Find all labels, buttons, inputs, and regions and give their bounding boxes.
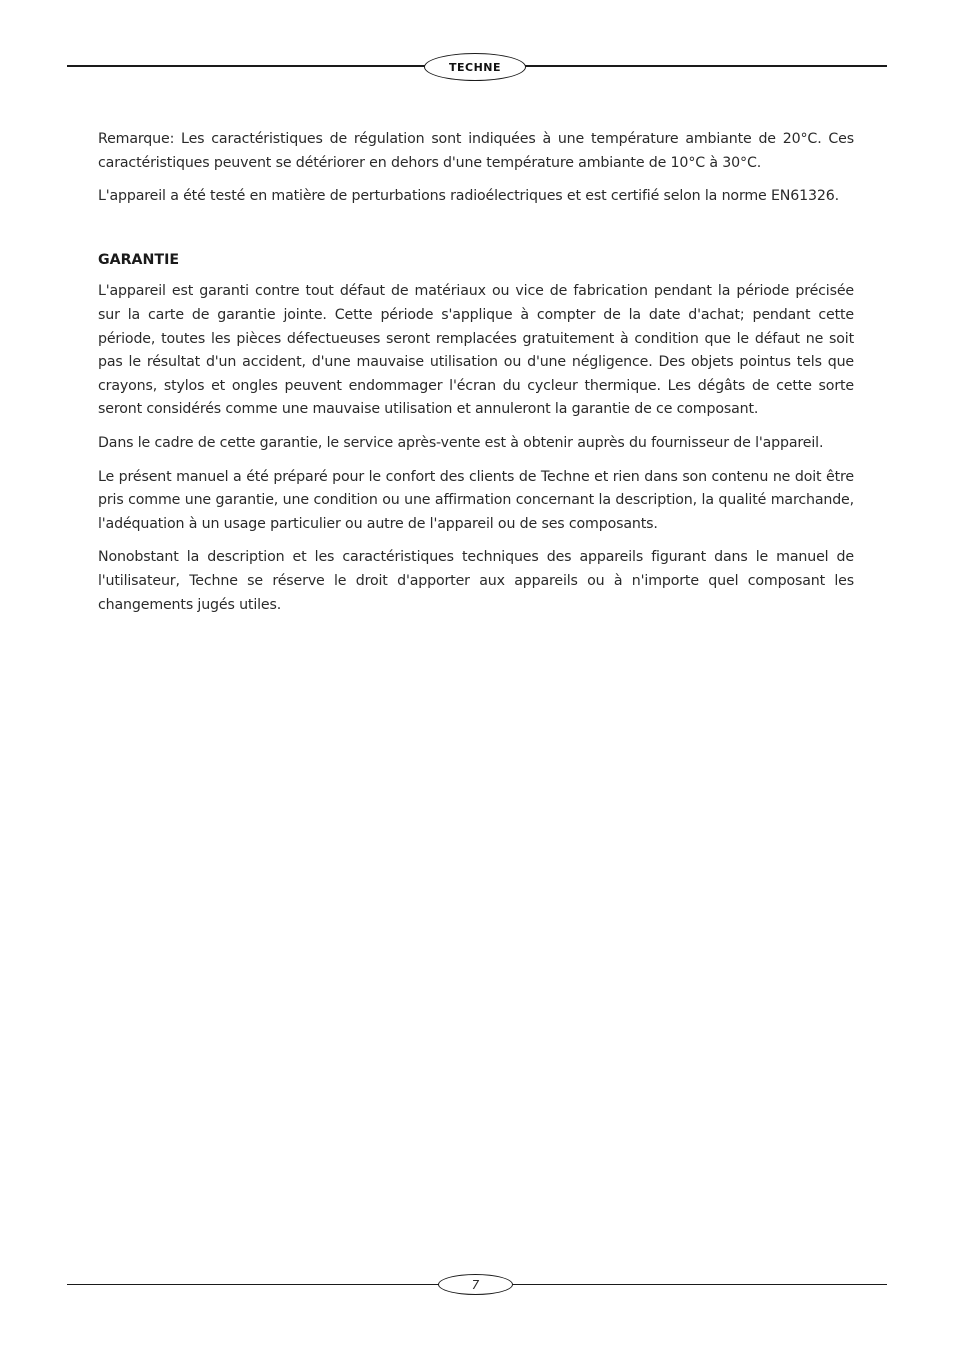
page-content (98, 128, 854, 627)
warranty-paragraph-1: L'appareil est garanti contre tout défaut de matériaux ou vice de fabrication pendant la période précisée sur la carte de garantie jointe. Cette période s'applique à compter de la date d'achat; pendant cette période, toutes les pièces défectueuses seront remplacées gratuitement à condition que le défaut ne soit pas le résultat d'un accident, d'une mauvaise utilisation ou d'une négligence. Des objets pointus tels que crayons, stylos et ongles peuvent endommager l'écran du cycleur thermique. Les dégâts de cette sorte seront considérés comme une mauvaise utilisation et annuleront la garantie de ce composant. (98, 283, 854, 418)
logo-text: TECHNE (448, 60, 502, 74)
warranty-heading: GARANTIE (98, 251, 180, 268)
techne-logo (424, 53, 526, 81)
intro-paragraph-2: L'appareil a été testé en matière de perturbations radioélectriques et est certifié selon la norme EN61326. (98, 188, 840, 205)
page-number-badge (438, 1274, 513, 1295)
page-number: 7 (471, 1277, 480, 1292)
warranty-paragraph-3: Le présent manuel a été préparé pour le confort des clients de Techne et rien dans son contenu ne doit être pris comme une garantie, une condition ou une affirmation concernant la description, la qualité marchande, l'adéquation à un usage particulier ou autre de l'appareil ou de ses composants. (98, 468, 854, 532)
intro-paragraph-1: Remarque: Les caractéristiques de régulation sont indiquées à une température ambiante de 20°C. Ces caractéristiques peuvent se détériorer en dehors d'une température ambiante de 10°C à 30°C. (98, 131, 854, 171)
warranty-paragraph-4: Nonobstant la description et les caractéristiques techniques des appareils figurant dans le manuel de l'utilisateur, Techne se réserve le droit d'apporter aux appareils ou à n'importe quel composant les changements jugés utiles. (98, 549, 854, 613)
warranty-paragraph-2: Dans le cadre de cette garantie, le service après-vente est à obtenir auprès du fournisseur de l'appareil. (98, 434, 824, 451)
